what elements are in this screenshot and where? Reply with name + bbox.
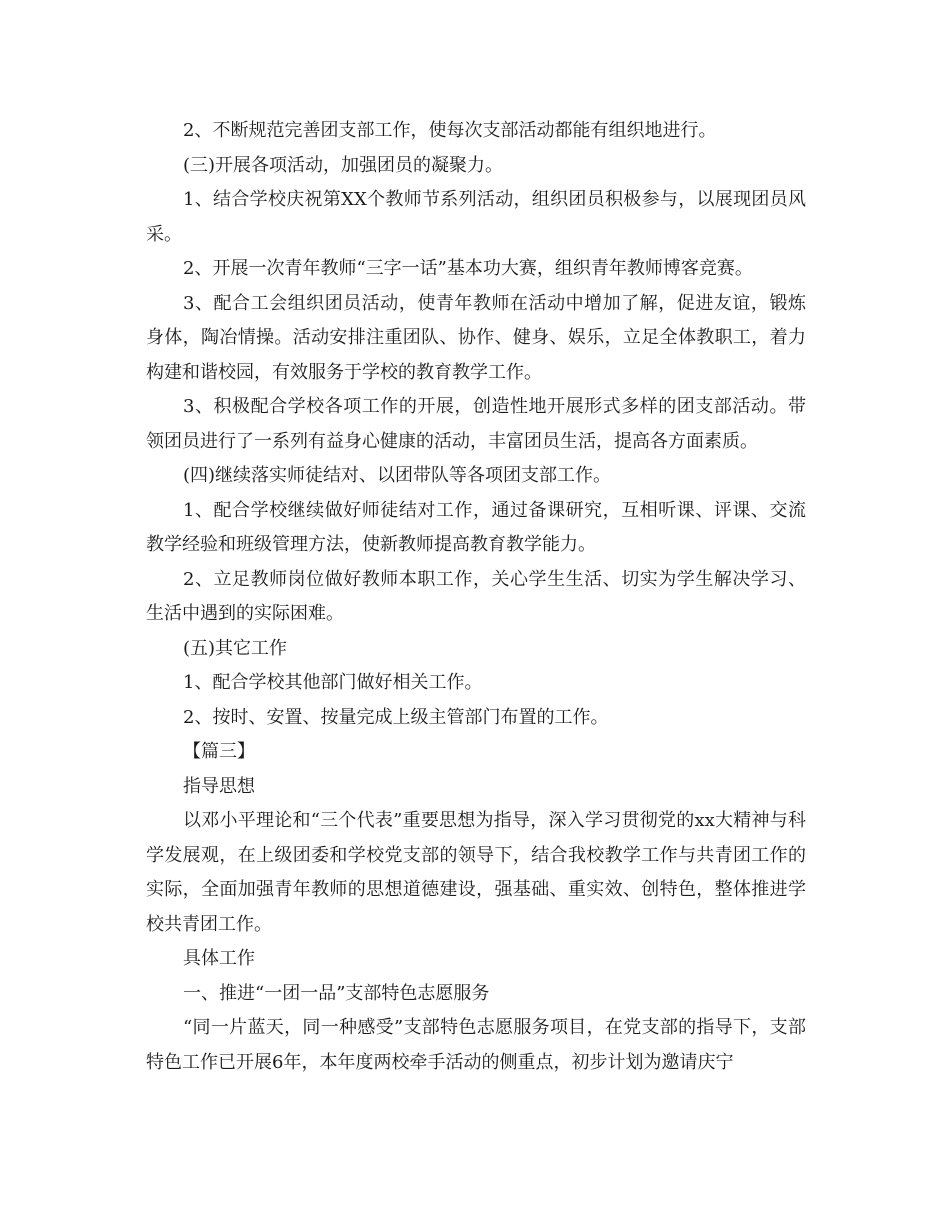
paragraph: 1、配合学校继续做好师徒结对工作，通过备课研究，互相听课、评课、交流教学经验和班级管理方法，使新教师提高教育教学能力。 [146, 499, 806, 555]
paragraph: “同一片蓝天，同一种感受”支部特色志愿服务项目，在党支部的指导下，支部特色工作已开展6年，本年度两校牵手活动的侧重点，初步计划为邀请庆宁 [146, 1017, 806, 1073]
subsection-heading: 一、推进“一团一品”支部特色志愿服务 [183, 982, 490, 1004]
section-heading: (五)其它工作 [183, 637, 288, 659]
paragraph: 2、不断规范完善团支部工作，使每次支部活动都能有组织地进行。 [183, 120, 717, 141]
paragraph: 2、立足教师岗位做好教师本职工作，关心学生生活、切实为学生解决学习、生活中遇到的实际困难。 [146, 568, 806, 624]
paragraph: 1、配合学校其他部门做好相关工作。 [183, 672, 483, 693]
section-heading: (三)开展各项活动，加强团员的凝聚力。 [183, 154, 504, 176]
section-heading: 指导思想 [183, 775, 255, 797]
paragraph: 3、积极配合学校各项工作的开展，创造性地开展形式多样的团支部活动。带领团员进行了一系列有益身心健康的活动，丰富团员生活，提高各方面素质。 [146, 396, 806, 452]
section-heading: (四)继续落实师徒结对、以团带队等各项团支部工作。 [183, 465, 612, 486]
paragraph: 2、开展一次青年教师“三字一话”基本功大赛，组织青年教师博客竞赛。 [183, 258, 753, 279]
document-body [146, 114, 806, 1080]
paragraph: 2、按时、安置、按量完成上级主管部门布置的工作。 [183, 706, 609, 728]
paragraph: 以邓小平理论和“三个代表”重要思想为指导，深入学习贯彻党的xx大精神与科学发展观，在上级团委和学校党支部的领导下，结合我校教学工作与共青团工作的实际，全面加强青年教师的思想道德建设，强基础、重实效、创特色，整体推进学校共青团工作。 [146, 810, 806, 935]
paragraph: 1、结合学校庆祝第XX个教师节系列活动，组织团员积极参与，以展现团员风采。 [146, 189, 806, 245]
part-heading: 【篇三】 [183, 741, 255, 762]
paragraph: 3、配合工会组织团员活动，使青年教师在活动中增加了解，促进友谊，锻炼身体，陶冶情操。活动安排注重团队、协作、健身、娱乐，立足全体教职工，着力构建和谐校园，有效服务于学校的教育教学工作。 [146, 292, 806, 383]
section-heading: 具体工作 [183, 948, 255, 969]
